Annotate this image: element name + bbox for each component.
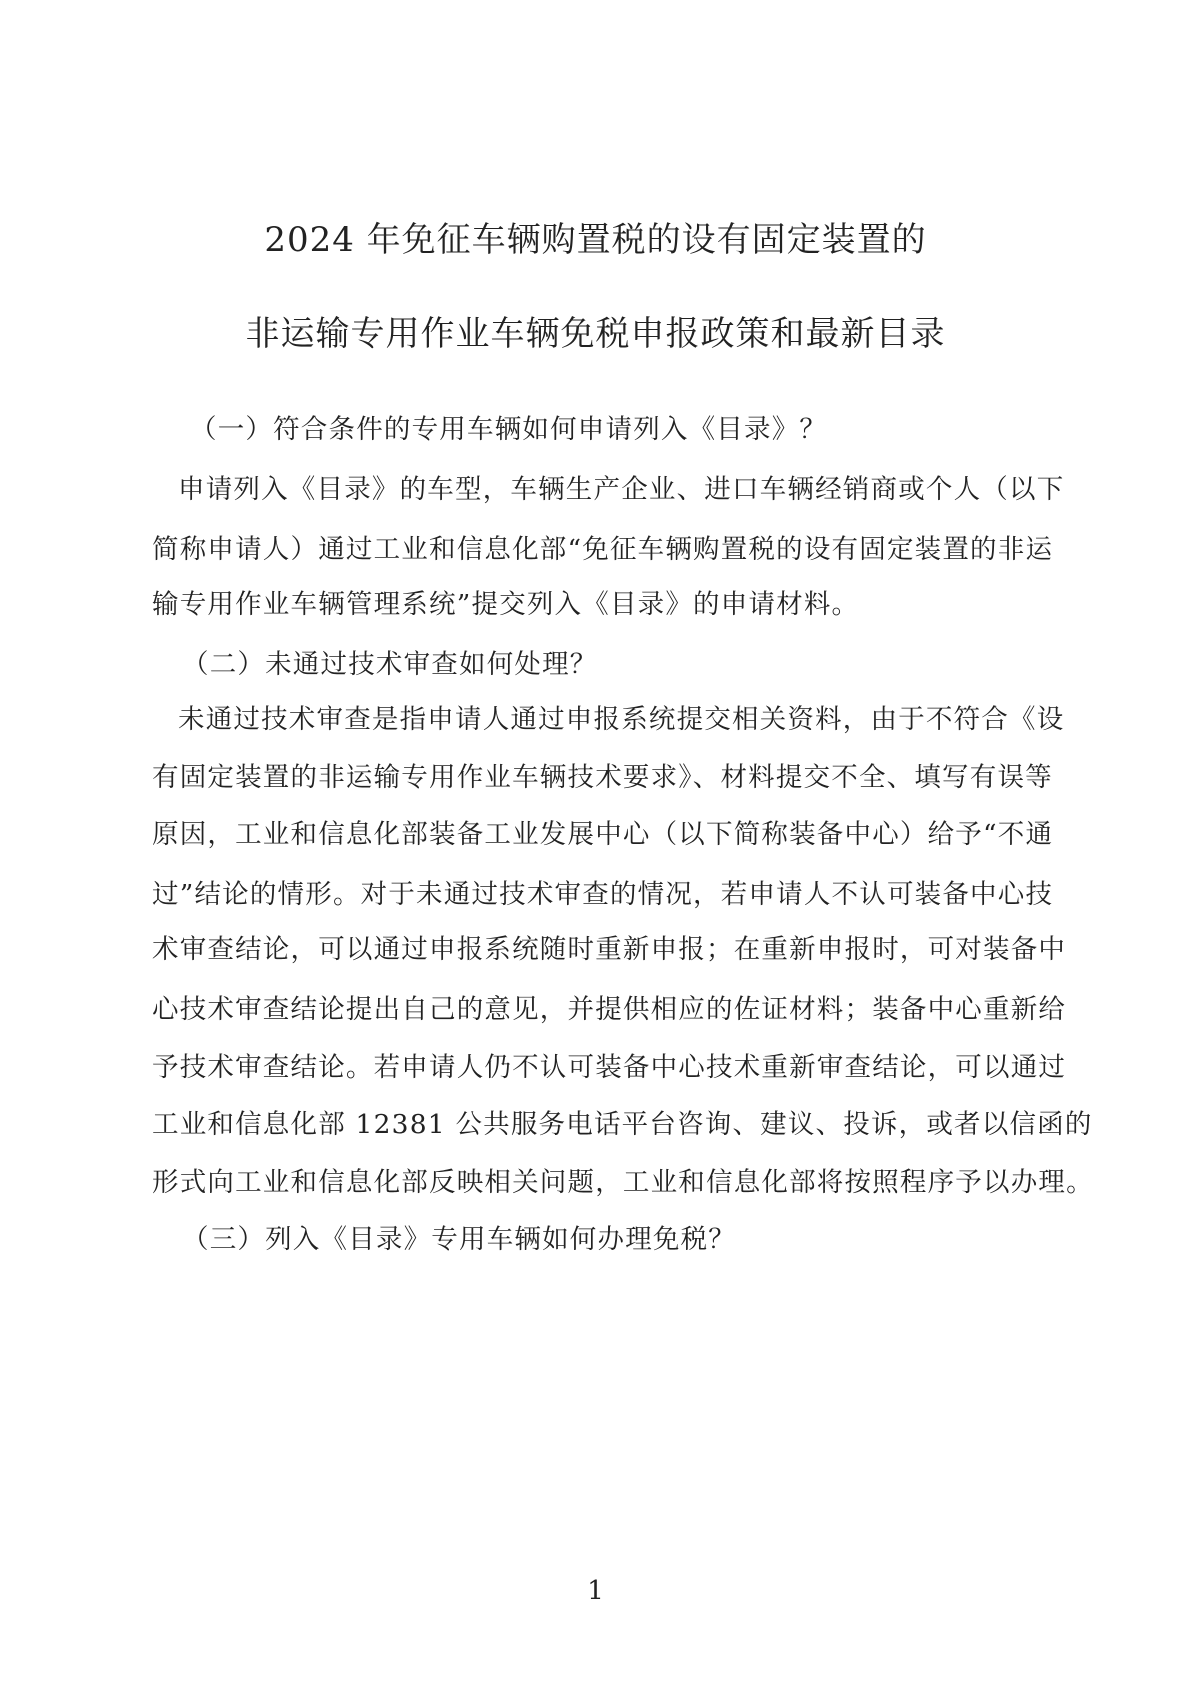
paragraph-line: 心技术审查结论提出自己的意见，并提供相应的佐证材料；装备中心重新给 bbox=[152, 994, 1067, 1025]
section-heading-3: （三）列入《目录》专用车辆如何办理免税？ bbox=[182, 1224, 736, 1255]
paragraph-line: 予技术审查结论。若申请人仍不认可装备中心技术重新审查结论，可以通过 bbox=[152, 1052, 1067, 1083]
paragraph-line: 原因，工业和信息化部装备工业发展中心（以下简称装备中心）给予“不通 bbox=[152, 819, 1054, 850]
paragraph-line: 有固定装置的非运输专用作业车辆技术要求》、材料提交不全、填写有误等 bbox=[152, 762, 1053, 793]
document-title-line-2: 非运输专用作业车辆免税申报政策和最新目录 bbox=[245, 314, 946, 354]
page-number: 1 bbox=[587, 1576, 604, 1606]
paragraph-line: 工业和信息化部 12381 公共服务电话平台咨询、建议、投诉，或者以信函的 bbox=[152, 1109, 1093, 1140]
document-title-line-1: 2024 年免征车辆购置税的设有固定装置的 bbox=[264, 220, 927, 260]
paragraph-line: 输专用作业车辆管理系统”提交列入《目录》的申请材料。 bbox=[152, 589, 860, 620]
paragraph-line: 术审查结论，可以通过申报系统随时重新申报；在重新申报时，可对装备中 bbox=[152, 934, 1067, 965]
section-heading-2: （二）未通过技术审查如何处理？ bbox=[182, 649, 598, 680]
paragraph-line: 未通过技术审查是指申请人通过申报系统提交相关资料，由于不符合《设 bbox=[178, 704, 1065, 735]
paragraph-line: 简称申请人）通过工业和信息化部“免征车辆购置税的设有固定装置的非运 bbox=[152, 534, 1054, 565]
paragraph-line: 形式向工业和信息化部反映相关问题，工业和信息化部将按照程序予以办理。 bbox=[152, 1167, 1094, 1198]
section-heading-1: （一）符合条件的专用车辆如何申请列入《目录》？ bbox=[190, 414, 828, 445]
paragraph-line: 申请列入《目录》的车型，车辆生产企业、进口车辆经销商或个人（以下 bbox=[178, 474, 1065, 505]
paragraph-line: 过”结论的情形。对于未通过技术审查的情况，若申请人不认可装备中心技 bbox=[152, 879, 1054, 910]
